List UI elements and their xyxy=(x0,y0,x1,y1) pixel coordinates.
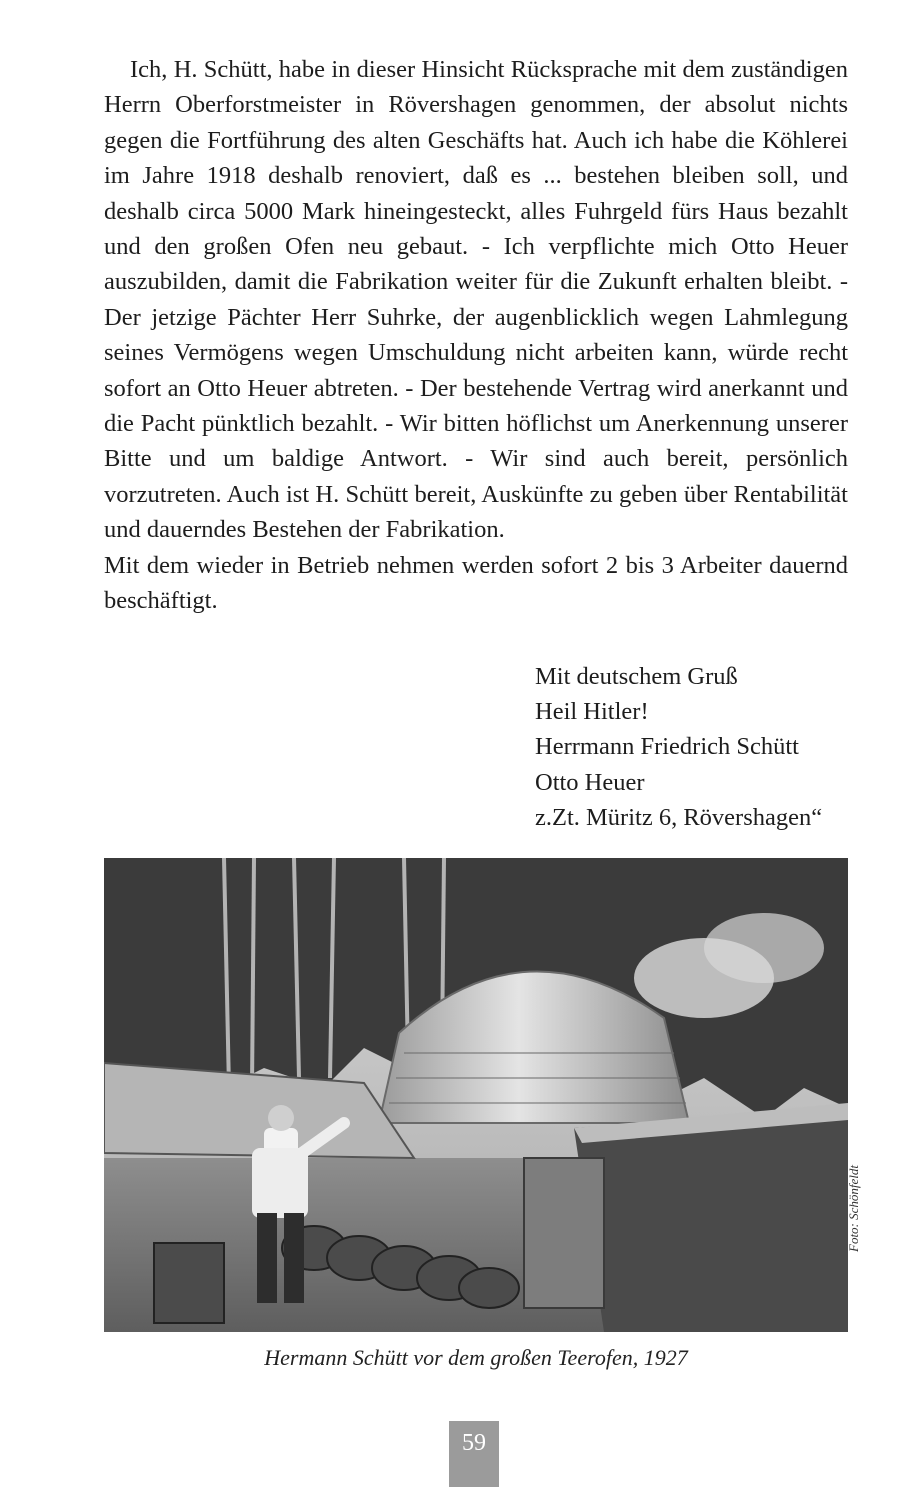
page-number: 59 xyxy=(462,1430,486,1456)
closing-line-salute: Heil Hitler! xyxy=(535,698,649,726)
closing-line-address: z.Zt. Müritz 6, Rövershagen“ xyxy=(535,803,823,831)
closing-line-greeting: Mit deutschem Gruß xyxy=(535,663,738,690)
closing-line-signer-2: Otto Heuer xyxy=(535,768,645,796)
closing-line-signer-1: Herrmann Friedrich Schütt xyxy=(535,733,799,761)
letter-closing xyxy=(535,659,875,835)
letter-paragraph-1: Ich, H. Schütt, habe in dieser Hinsicht Rücksprache mit dem zuständigen Herrn Oberforstmeister in Rövershagen genommen, der absolut nichts gegen die Fortführung des alten Geschäfts hat. Auch ich habe die Köhlerei im Jahre 1918 deshalb renoviert, daß es ... bestehen bleiben soll, und deshalb circa 5000 Mark hineingesteckt, alles Fuhrgeld fürs Haus bezahlt und den großen Ofen neu gebaut. - Ich verpflichte mich Otto Heuer auszubilden, damit die Fabrikation weiter für die Zukunft erhalten bleibt. - Der jetzige Pächter Herr Suhrke, der augenblicklich wegen Lahmlegung seines Vermögens wegen Umschuldung nicht arbeiten kann, würde recht sofort an Otto Heuer abtreten. - Der bestehende Vertrag wird anerkannt und die Pacht pünktlich bezahlt. - Wir bitten höflichst um Anerkennung unserer Bitte und um baldige Antwort. - Wir sind auch bereit, persönlich vorzutreten. Auch ist H. Schütt bereit, Auskünfte zu geben über Rentabilität und dauerndes Bestehen der Fabrikation. xyxy=(104,56,848,544)
photo-credit: Foto: Schönfeldt xyxy=(846,1164,861,1252)
letter-paragraph-2: Mit dem wieder in Betrieb nehmen werden sofort 2 bis 3 Arbeiter dauernd beschäftigt. xyxy=(104,551,848,615)
photo-illustration xyxy=(104,858,848,1332)
historic-photo-tar-kiln xyxy=(104,858,848,1332)
letter-body xyxy=(104,52,848,619)
photo-caption: Hermann Schütt vor dem großen Teerofen, 1927 xyxy=(264,1345,688,1370)
